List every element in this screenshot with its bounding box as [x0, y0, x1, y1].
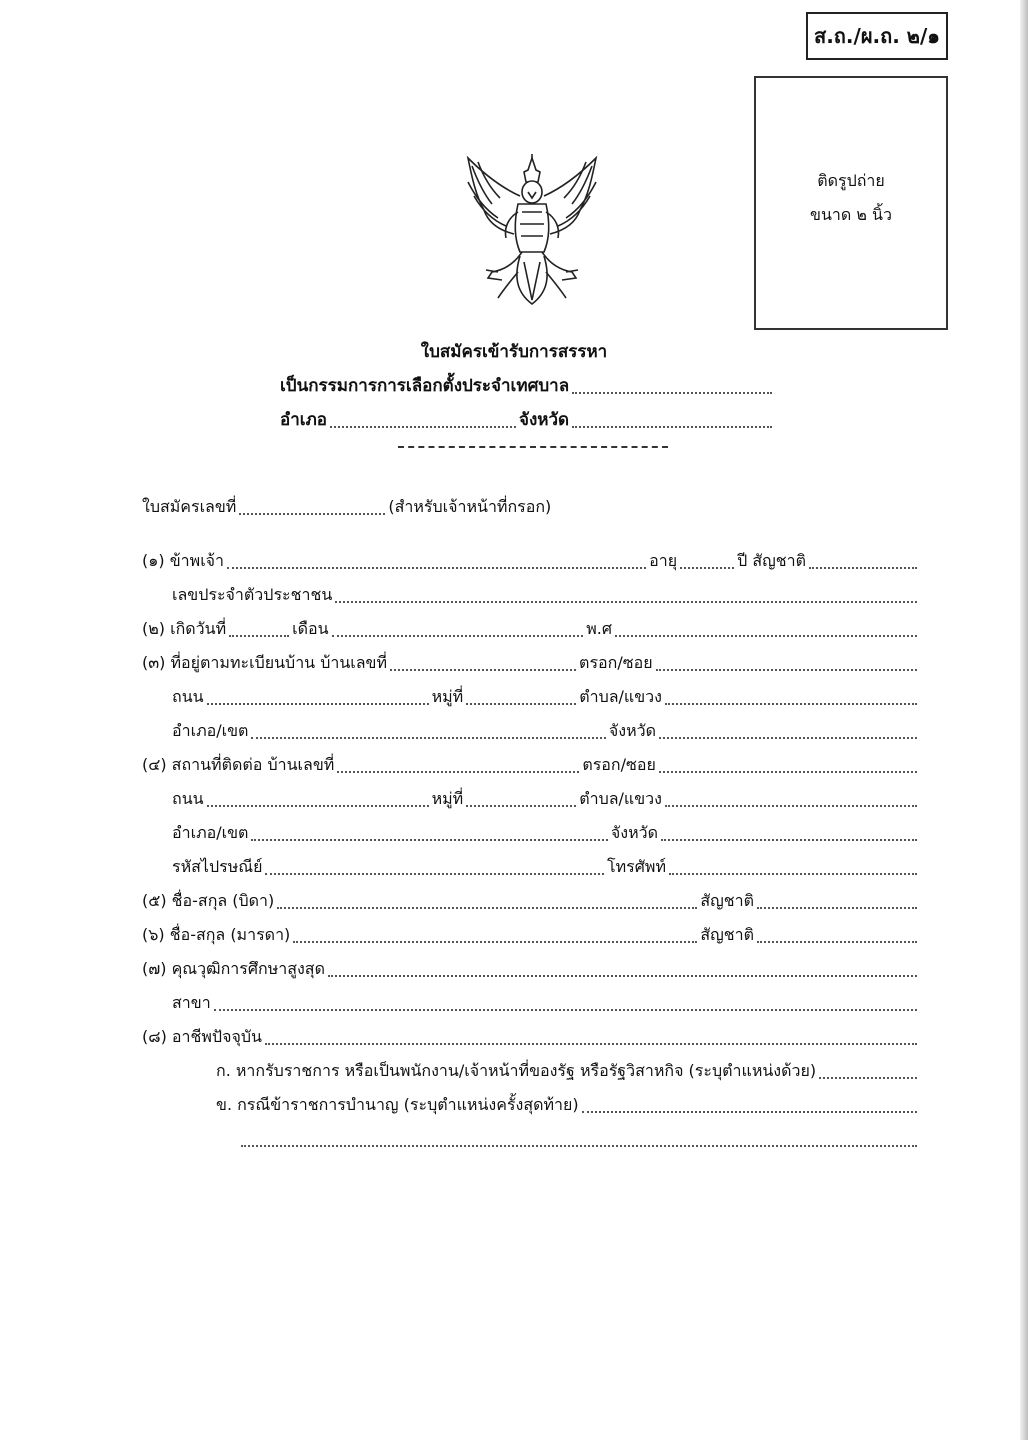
- changwat-field[interactable]: [659, 737, 917, 739]
- soi-field[interactable]: [656, 669, 917, 671]
- tambon-field[interactable]: [665, 703, 917, 705]
- contact-changwat-field[interactable]: [661, 839, 917, 841]
- contact-road-field[interactable]: [207, 805, 429, 807]
- pension-position-field[interactable]: [582, 1111, 917, 1113]
- contact-tambon-field[interactable]: [665, 805, 917, 807]
- mother-nationality-field[interactable]: [757, 941, 917, 943]
- garuda-emblem-icon: [458, 152, 606, 308]
- mother-name-field[interactable]: [293, 941, 697, 943]
- nationality-field[interactable]: [809, 567, 917, 569]
- item-8-row: [142, 1024, 920, 1050]
- pension-position-continuation-field[interactable]: [241, 1145, 917, 1147]
- application-number-note: (สำหรับเจ้าหน้าที่กรอก): [388, 497, 552, 516]
- changwat-field[interactable]: [572, 426, 772, 428]
- changwat-label: จังหวัด: [518, 410, 570, 430]
- contact-road-label: ถนน: [172, 789, 204, 808]
- title-divider: [398, 446, 668, 448]
- amphoe-label: อำเภอ/เขต: [172, 721, 249, 740]
- item-8-label: (๘) อาชีพปัจจุบัน: [142, 1027, 262, 1046]
- government-position-field[interactable]: [819, 1077, 917, 1079]
- branch-label: สาขา: [172, 993, 211, 1012]
- subtitle-text: เป็นกรรมการการเลือกตั้งประจำเทศบาล: [280, 376, 570, 396]
- phone-label: โทรศัพท์: [607, 857, 666, 876]
- occupation-field[interactable]: [265, 1043, 917, 1045]
- changwat-label: จังหวัด: [608, 721, 656, 740]
- item-7-row: [142, 956, 920, 982]
- contact-soi-field[interactable]: [659, 771, 917, 773]
- contact-amphoe-field[interactable]: [251, 839, 607, 841]
- item-3-road-row: [142, 684, 920, 710]
- item-1-label: (๑) ข้าพเจ้า: [142, 551, 225, 570]
- amphoe-label: อำเภอ: [280, 410, 327, 430]
- item-4-label: (๔) สถานที่ติดต่อ บ้านเลขที่: [142, 755, 335, 774]
- age-field[interactable]: [680, 567, 734, 569]
- item-6-label: (๖) ชื่อ-สกุล (มารดา): [142, 925, 291, 944]
- item-1-row: [142, 548, 920, 574]
- nationality-label: ปี สัญชาติ: [737, 551, 806, 570]
- postcode-label: รหัสไปรษณีย์: [172, 857, 263, 876]
- item-6-row: [142, 922, 920, 948]
- full-name-field[interactable]: [227, 567, 646, 569]
- amphoe-field[interactable]: [330, 426, 516, 428]
- application-number-row: [142, 494, 551, 520]
- birth-year-field[interactable]: [615, 635, 917, 637]
- father-nationality-label: สัญชาติ: [700, 891, 754, 910]
- contact-moo-field[interactable]: [466, 805, 576, 807]
- tambon-label: ตำบล/แขวง: [579, 687, 662, 706]
- road-field[interactable]: [207, 703, 429, 705]
- id-card-field[interactable]: [335, 601, 917, 603]
- father-nationality-field[interactable]: [757, 907, 917, 909]
- mother-nationality-label: สัญชาติ: [700, 925, 754, 944]
- item-4-postcode-row: [142, 854, 920, 880]
- father-name-field[interactable]: [277, 907, 697, 909]
- item-4-road-row: [142, 786, 920, 812]
- education-field[interactable]: [328, 975, 917, 977]
- item-2-row: [142, 616, 920, 642]
- item-2-label: (๒) เกิดวันที่: [142, 619, 227, 638]
- item-7-label: (๗) คุณวุฒิการศึกษาสูงสุด: [142, 959, 325, 978]
- item-3-amphoe-row: [142, 718, 920, 744]
- item-5-row: [142, 888, 920, 914]
- item-8a-row: [142, 1058, 920, 1084]
- item-4-amphoe-row: [142, 820, 920, 846]
- item-7-branch-row: [142, 990, 920, 1016]
- phone-field[interactable]: [669, 873, 917, 875]
- photo-box-label: ติดรูปถ่าย: [817, 171, 885, 190]
- amphoe-field[interactable]: [251, 737, 605, 739]
- contact-moo-label: หมู่ที่: [431, 789, 464, 808]
- contact-house-number-field[interactable]: [337, 771, 579, 773]
- birth-day-field[interactable]: [229, 635, 289, 637]
- item-4-row: [142, 752, 920, 778]
- page-edge-shadow: [1020, 0, 1028, 1440]
- birth-year-label: พ.ศ: [586, 619, 612, 638]
- photo-box: [754, 76, 948, 330]
- form-subtitle: [280, 372, 775, 399]
- municipality-field[interactable]: [572, 392, 772, 394]
- postcode-field[interactable]: [265, 873, 604, 875]
- house-number-field[interactable]: [390, 669, 576, 671]
- government-position-label: ก. หากรับราชการ หรือเป็นพนักงาน/เจ้าหน้าที่ของรัฐ หรือรัฐวิสาหกิจ (ระบุตำแหน่งด้วย): [216, 1061, 817, 1080]
- birth-month-label: เดือน: [292, 619, 329, 638]
- pension-position-label: ข. กรณีข้าราชการบำนาญ (ระบุตำแหน่งครั้งสุดท้าย): [216, 1095, 579, 1114]
- photo-box-size: ขนาด ๒ นิ้ว: [810, 205, 892, 224]
- application-number-field[interactable]: [239, 513, 385, 515]
- contact-amphoe-label: อำเภอ/เขต: [172, 823, 249, 842]
- id-card-label: เลขประจำตัวประชาชน: [172, 585, 333, 604]
- moo-label: หมู่ที่: [431, 687, 464, 706]
- road-label: ถนน: [172, 687, 204, 706]
- item-3-label: (๓) ที่อยู่ตามทะเบียนบ้าน บ้านเลขที่: [142, 653, 388, 672]
- contact-tambon-label: ตำบล/แขวง: [579, 789, 662, 808]
- form-code-box: ส.ถ./ผ.ถ. ๒/๑: [806, 12, 948, 60]
- form-location-line: [280, 406, 775, 433]
- item-5-label: (๕) ชื่อ-สกุล (บิดา): [142, 891, 275, 910]
- application-number-label: ใบสมัครเลขที่: [142, 497, 237, 516]
- branch-field[interactable]: [214, 1009, 917, 1011]
- form-title: ใบสมัครเข้ารับการสรรหา: [420, 342, 608, 362]
- item-3-row: [142, 650, 920, 676]
- contact-soi-label: ตรอก/ซอย: [582, 755, 656, 774]
- item-8b-row: [142, 1092, 920, 1118]
- item-8b-continuation-row: [142, 1126, 920, 1152]
- age-label: อายุ: [649, 551, 678, 570]
- contact-changwat-label: จังหวัด: [610, 823, 658, 842]
- id-card-row: [142, 582, 920, 608]
- birth-month-field[interactable]: [332, 635, 584, 637]
- moo-field[interactable]: [466, 703, 576, 705]
- soi-label: ตรอก/ซอย: [579, 653, 653, 672]
